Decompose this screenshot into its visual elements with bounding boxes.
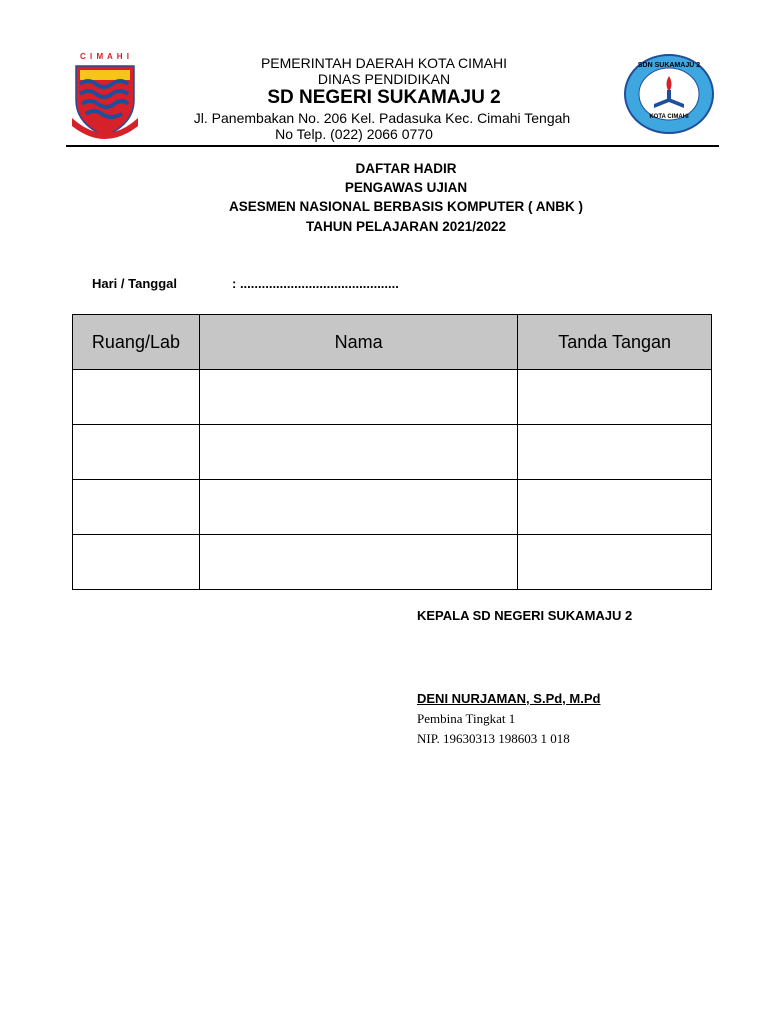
header-line-2: DINAS PENDIDIKAN: [317, 71, 451, 87]
title-line-4: TAHUN PELAJARAN 2021/2022: [305, 219, 507, 234]
title-line-1: DAFTAR HADIR: [355, 161, 457, 176]
cell-name[interactable]: [199, 480, 517, 535]
table-row: [73, 370, 712, 425]
school-seal-top-text: SDN SUKAMAJU 2: [637, 62, 701, 69]
school-seal-bottom-text: KOTA CIMAHI: [649, 114, 689, 120]
signatory-rank: Pembina Tingkat 1: [417, 711, 516, 726]
cell-signature[interactable]: [518, 535, 712, 590]
cimahi-logo-text: C I M A H I: [80, 52, 130, 61]
cell-signature[interactable]: [518, 370, 712, 425]
title-line-3: ASESMEN NASIONAL BERBASIS KOMPUTER ( ANBK ): [228, 199, 584, 214]
title-line-2: PENGAWAS UJIAN: [344, 180, 468, 195]
attendance-table: [72, 314, 712, 590]
date-label: Hari / Tanggal: [92, 276, 177, 291]
school-address: Jl. Panembakan No. 206 Kel. Padasuka Kec. Cimahi Tengah: [193, 110, 571, 126]
column-header-name: Nama: [199, 315, 517, 370]
column-header-room: Ruang/Lab: [73, 315, 200, 370]
signatory-nip: NIP. 19630313 198603 1 018: [417, 731, 570, 746]
cell-signature[interactable]: [518, 480, 712, 535]
cell-room[interactable]: [73, 370, 200, 425]
signatory-name: DENI NURJAMAN, S.Pd, M.Pd: [417, 691, 601, 706]
table-row: [73, 425, 712, 480]
cell-signature[interactable]: [518, 425, 712, 480]
date-value-field[interactable]: : ............................................: [232, 276, 399, 291]
cell-name[interactable]: [199, 425, 517, 480]
header-divider: [66, 145, 719, 147]
school-name: SD NEGERI SUKAMAJU 2: [267, 87, 501, 108]
header-line-1: PEMERINTAH DAERAH KOTA CIMAHI: [260, 55, 508, 71]
cell-name[interactable]: [199, 535, 517, 590]
school-seal: [622, 52, 716, 136]
cell-name[interactable]: [199, 370, 517, 425]
school-phone: No Telp. (022) 2066 0770: [275, 126, 433, 142]
signature-title: KEPALA SD NEGERI SUKAMAJU 2: [417, 608, 633, 623]
table-row: [73, 480, 712, 535]
table-header-row: [73, 315, 712, 370]
column-header-signature: Tanda Tangan: [518, 315, 712, 370]
cell-room[interactable]: [73, 480, 200, 535]
cell-room[interactable]: [73, 425, 200, 480]
table-row: [73, 535, 712, 590]
cell-room[interactable]: [73, 535, 200, 590]
